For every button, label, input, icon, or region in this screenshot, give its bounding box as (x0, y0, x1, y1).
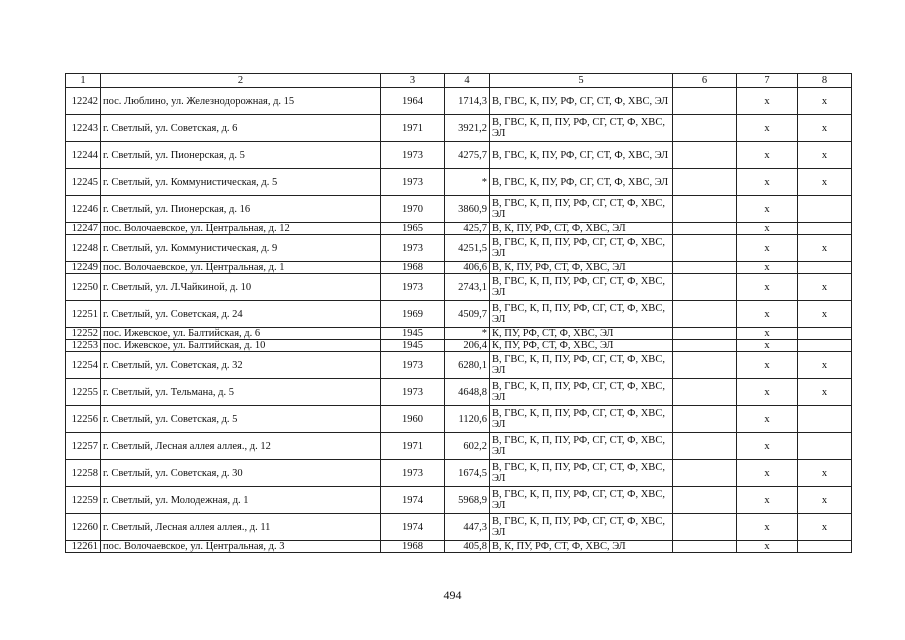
cell-column-8-mark: х (798, 169, 852, 196)
cell-address: г. Светлый, ул. Молодежная, д. 1 (101, 487, 381, 514)
column-header-1: 1 (66, 74, 101, 88)
cell-area: * (445, 328, 490, 340)
cell-column-7-mark: х (737, 235, 798, 262)
cell-address: г. Светлый, ул. Пионерская, д. 5 (101, 142, 381, 169)
cell-utilities: В, К, ПУ, РФ, СТ, Ф, ХВС, ЭЛ (490, 262, 673, 274)
cell-area: 206,4 (445, 340, 490, 352)
cell-address: пос. Волочаевское, ул. Центральная, д. 12 (101, 223, 381, 235)
cell-column-8-mark (798, 406, 852, 433)
cell-column-8-mark: х (798, 274, 852, 301)
cell-column-6 (673, 223, 737, 235)
cell-utilities: В, К, ПУ, РФ, СТ, Ф, ХВС, ЭЛ (490, 541, 673, 553)
cell-column-6 (673, 514, 737, 541)
cell-column-8-mark: х (798, 379, 852, 406)
cell-column-7-mark: х (737, 142, 798, 169)
table-row (66, 340, 852, 352)
cell-area: * (445, 169, 490, 196)
cell-year: 1974 (381, 487, 445, 514)
cell-column-6 (673, 406, 737, 433)
cell-column-8-mark: х (798, 352, 852, 379)
cell-area: 405,8 (445, 541, 490, 553)
cell-address: пос. Волочаевское, ул. Центральная, д. 1 (101, 262, 381, 274)
cell-utilities: В, ГВС, К, П, ПУ, РФ, СГ, СТ, Ф, ХВС, ЭЛ (490, 379, 673, 406)
column-header-6: 6 (673, 74, 737, 88)
table-row (66, 235, 852, 262)
page-number: 494 (443, 588, 462, 602)
cell-column-6 (673, 379, 737, 406)
cell-column-6 (673, 196, 737, 223)
cell-column-8-mark: х (798, 235, 852, 262)
cell-column-6 (673, 541, 737, 553)
cell-record-number: 12260 (66, 514, 101, 541)
table-row (66, 223, 852, 235)
cell-column-6 (673, 301, 737, 328)
cell-address: г. Светлый, ул. Коммунистическая, д. 9 (101, 235, 381, 262)
cell-column-7-mark: х (737, 301, 798, 328)
table-row (66, 433, 852, 460)
cell-column-8-mark (798, 541, 852, 553)
cell-year: 1974 (381, 514, 445, 541)
cell-utilities: В, ГВС, К, П, ПУ, РФ, СГ, СТ, Ф, ХВС, ЭЛ (490, 115, 673, 142)
cell-record-number: 12243 (66, 115, 101, 142)
cell-record-number: 12259 (66, 487, 101, 514)
cell-area: 1674,5 (445, 460, 490, 487)
cell-utilities: К, ПУ, РФ, СТ, Ф, ХВС, ЭЛ (490, 328, 673, 340)
cell-utilities: В, ГВС, К, ПУ, РФ, СГ, СТ, Ф, ХВС, ЭЛ (490, 142, 673, 169)
cell-column-8-mark: х (798, 142, 852, 169)
cell-year: 1969 (381, 301, 445, 328)
cell-area: 4251,5 (445, 235, 490, 262)
cell-address: г. Светлый, Лесная аллея аллея., д. 11 (101, 514, 381, 541)
cell-column-7-mark: х (737, 460, 798, 487)
cell-address: г. Светлый, ул. Советская, д. 30 (101, 460, 381, 487)
cell-column-6 (673, 262, 737, 274)
cell-column-6 (673, 235, 737, 262)
cell-address: г. Светлый, ул. Советская, д. 32 (101, 352, 381, 379)
cell-column-8-mark: х (798, 487, 852, 514)
cell-year: 1964 (381, 88, 445, 115)
cell-address: г. Светлый, ул. Л.Чайкиной, д. 10 (101, 274, 381, 301)
cell-utilities: В, ГВС, К, ПУ, РФ, СГ, СТ, Ф, ХВС, ЭЛ (490, 169, 673, 196)
cell-area: 4509,7 (445, 301, 490, 328)
cell-column-8-mark (798, 196, 852, 223)
cell-address: г. Светлый, ул. Пионерская, д. 16 (101, 196, 381, 223)
cell-address: г. Светлый, ул. Коммунистическая, д. 5 (101, 169, 381, 196)
cell-column-6 (673, 328, 737, 340)
cell-column-7-mark: х (737, 88, 798, 115)
cell-address: г. Светлый, ул. Советская, д. 5 (101, 406, 381, 433)
cell-column-7-mark: х (737, 274, 798, 301)
cell-area: 2743,1 (445, 274, 490, 301)
cell-column-7-mark: х (737, 328, 798, 340)
cell-year: 1971 (381, 115, 445, 142)
cell-utilities: В, К, ПУ, РФ, СТ, Ф, ХВС, ЭЛ (490, 223, 673, 235)
table-row (66, 196, 852, 223)
cell-year: 1971 (381, 433, 445, 460)
cell-record-number: 12255 (66, 379, 101, 406)
cell-record-number: 12242 (66, 88, 101, 115)
cell-year: 1973 (381, 274, 445, 301)
cell-record-number: 12261 (66, 541, 101, 553)
table-row (66, 115, 852, 142)
cell-utilities: В, ГВС, К, П, ПУ, РФ, СГ, СТ, Ф, ХВС, ЭЛ (490, 406, 673, 433)
table-row (66, 487, 852, 514)
cell-column-7-mark: х (737, 340, 798, 352)
cell-column-7-mark: х (737, 406, 798, 433)
table-row (66, 514, 852, 541)
cell-column-7-mark: х (737, 379, 798, 406)
table-row (66, 541, 852, 553)
table-row (66, 328, 852, 340)
cell-area: 4648,8 (445, 379, 490, 406)
column-header-4: 4 (445, 74, 490, 88)
cell-utilities: К, ПУ, РФ, СТ, Ф, ХВС, ЭЛ (490, 340, 673, 352)
cell-column-6 (673, 487, 737, 514)
cell-year: 1968 (381, 262, 445, 274)
cell-address: г. Светлый, Лесная аллея аллея., д. 12 (101, 433, 381, 460)
cell-record-number: 12245 (66, 169, 101, 196)
column-header-3: 3 (381, 74, 445, 88)
cell-column-7-mark: х (737, 352, 798, 379)
cell-year: 1973 (381, 142, 445, 169)
cell-record-number: 12254 (66, 352, 101, 379)
cell-utilities: В, ГВС, К, П, ПУ, РФ, СГ, СТ, Ф, ХВС, ЭЛ (490, 196, 673, 223)
cell-column-6 (673, 460, 737, 487)
cell-record-number: 12244 (66, 142, 101, 169)
cell-column-7-mark: х (737, 433, 798, 460)
cell-record-number: 12251 (66, 301, 101, 328)
cell-year: 1973 (381, 379, 445, 406)
cell-area: 3921,2 (445, 115, 490, 142)
housing-registry-table (65, 73, 852, 553)
cell-column-7-mark: х (737, 514, 798, 541)
cell-utilities: В, ГВС, К, П, ПУ, РФ, СГ, СТ, Ф, ХВС, ЭЛ (490, 433, 673, 460)
cell-address: пос. Ижевское, ул. Балтийская, д. 10 (101, 340, 381, 352)
cell-record-number: 12253 (66, 340, 101, 352)
cell-area: 447,3 (445, 514, 490, 541)
table-row (66, 169, 852, 196)
cell-utilities: В, ГВС, К, ПУ, РФ, СГ, СТ, Ф, ХВС, ЭЛ (490, 88, 673, 115)
table-row (66, 274, 852, 301)
table-row (66, 142, 852, 169)
table-row (66, 88, 852, 115)
cell-column-6 (673, 88, 737, 115)
cell-column-8-mark (798, 328, 852, 340)
cell-record-number: 12250 (66, 274, 101, 301)
cell-column-8-mark: х (798, 301, 852, 328)
cell-record-number: 12248 (66, 235, 101, 262)
cell-utilities: В, ГВС, К, П, ПУ, РФ, СГ, СТ, Ф, ХВС, ЭЛ (490, 274, 673, 301)
cell-record-number: 12257 (66, 433, 101, 460)
cell-column-7-mark: х (737, 541, 798, 553)
cell-record-number: 12252 (66, 328, 101, 340)
cell-area: 5968,9 (445, 487, 490, 514)
cell-area: 4275,7 (445, 142, 490, 169)
cell-year: 1960 (381, 406, 445, 433)
cell-column-7-mark: х (737, 169, 798, 196)
cell-area: 425,7 (445, 223, 490, 235)
cell-column-6 (673, 340, 737, 352)
cell-year: 1945 (381, 328, 445, 340)
table-row (66, 301, 852, 328)
cell-utilities: В, ГВС, К, П, ПУ, РФ, СГ, СТ, Ф, ХВС, ЭЛ (490, 460, 673, 487)
cell-address: пос. Люблино, ул. Железнодорожная, д. 15 (101, 88, 381, 115)
column-header-2: 2 (101, 74, 381, 88)
table-header-row (66, 74, 852, 88)
cell-year: 1973 (381, 169, 445, 196)
column-header-7: 7 (737, 74, 798, 88)
cell-column-7-mark: х (737, 223, 798, 235)
cell-column-7-mark: х (737, 262, 798, 274)
cell-address: пос. Ижевское, ул. Балтийская, д. 6 (101, 328, 381, 340)
cell-utilities: В, ГВС, К, П, ПУ, РФ, СГ, СТ, Ф, ХВС, ЭЛ (490, 301, 673, 328)
cell-column-6 (673, 274, 737, 301)
cell-record-number: 12256 (66, 406, 101, 433)
cell-address: пос. Волочаевское, ул. Центральная, д. 3 (101, 541, 381, 553)
cell-record-number: 12258 (66, 460, 101, 487)
cell-address: г. Светлый, ул. Тельмана, д. 5 (101, 379, 381, 406)
table-row (66, 262, 852, 274)
cell-year: 1973 (381, 460, 445, 487)
cell-area: 1714,3 (445, 88, 490, 115)
cell-record-number: 12246 (66, 196, 101, 223)
cell-utilities: В, ГВС, К, П, ПУ, РФ, СГ, СТ, Ф, ХВС, ЭЛ (490, 235, 673, 262)
cell-column-6 (673, 169, 737, 196)
cell-year: 1970 (381, 196, 445, 223)
table-body (66, 74, 852, 553)
column-header-5: 5 (490, 74, 673, 88)
cell-column-8-mark: х (798, 88, 852, 115)
cell-year: 1973 (381, 352, 445, 379)
cell-column-6 (673, 115, 737, 142)
cell-column-8-mark: х (798, 460, 852, 487)
cell-column-6 (673, 433, 737, 460)
cell-utilities: В, ГВС, К, П, ПУ, РФ, СГ, СТ, Ф, ХВС, ЭЛ (490, 487, 673, 514)
cell-area: 3860,9 (445, 196, 490, 223)
cell-column-7-mark: х (737, 487, 798, 514)
cell-column-8-mark: х (798, 115, 852, 142)
cell-area: 406,6 (445, 262, 490, 274)
cell-column-8-mark (798, 433, 852, 460)
cell-utilities: В, ГВС, К, П, ПУ, РФ, СГ, СТ, Ф, ХВС, ЭЛ (490, 514, 673, 541)
cell-column-7-mark: х (737, 115, 798, 142)
cell-address: г. Светлый, ул. Советская, д. 6 (101, 115, 381, 142)
cell-column-8-mark (798, 262, 852, 274)
cell-column-8-mark: х (798, 514, 852, 541)
table-row (66, 352, 852, 379)
cell-record-number: 12247 (66, 223, 101, 235)
cell-area: 1120,6 (445, 406, 490, 433)
cell-column-8-mark (798, 223, 852, 235)
cell-record-number: 12249 (66, 262, 101, 274)
cell-column-7-mark: х (737, 196, 798, 223)
cell-area: 6280,1 (445, 352, 490, 379)
table-row (66, 379, 852, 406)
table-row (66, 460, 852, 487)
cell-address: г. Светлый, ул. Советская, д. 24 (101, 301, 381, 328)
cell-year: 1965 (381, 223, 445, 235)
cell-year: 1945 (381, 340, 445, 352)
cell-column-6 (673, 352, 737, 379)
column-header-8: 8 (798, 74, 852, 88)
cell-utilities: В, ГВС, К, П, ПУ, РФ, СГ, СТ, Ф, ХВС, ЭЛ (490, 352, 673, 379)
table-row (66, 406, 852, 433)
cell-year: 1973 (381, 235, 445, 262)
cell-area: 602,2 (445, 433, 490, 460)
cell-column-6 (673, 142, 737, 169)
cell-year: 1968 (381, 541, 445, 553)
cell-column-8-mark (798, 340, 852, 352)
